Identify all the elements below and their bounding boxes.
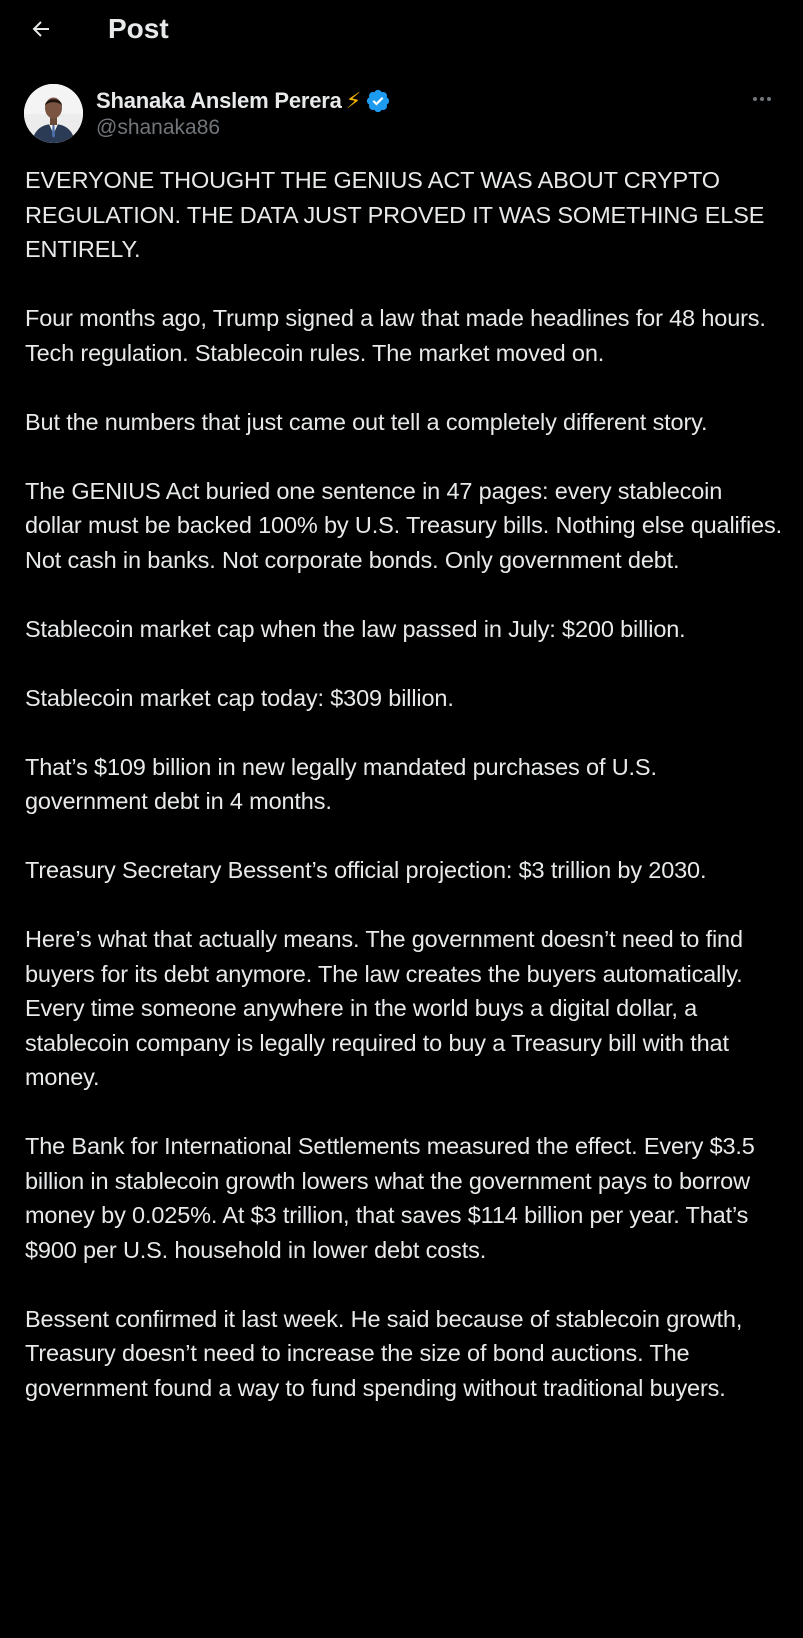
post-paragraph: Four months ago, Trump signed a law that made headlines for 48 hours. Tech regulation. Stablecoin rules. The market moved on. (25, 305, 766, 366)
author-name[interactable]: Shanaka Anslem Perera (96, 88, 342, 113)
post-paragraph: Stablecoin market cap when the law passed in July: $200 billion. (25, 615, 686, 642)
post-paragraph: But the numbers that just came out tell a completely different story. (25, 408, 708, 435)
top-bar (0, 0, 803, 60)
arrow-left-icon (29, 17, 53, 41)
avatar-image (24, 84, 83, 143)
post-paragraph: Here’s what that actually means. The government doesn’t need to find buyers for its debt anymore. The law creates the buyers automatically. Every time someone anywhere in the world buys a digital dollar, a stablecoin company is legally required to buy a Treasury bill with that money. (25, 926, 743, 1090)
more-options-button[interactable] (747, 84, 777, 114)
post-paragraph: Stablecoin market cap today: $309 billion. (25, 684, 454, 711)
post-author (24, 84, 779, 144)
back-button[interactable] (26, 14, 56, 44)
post-paragraph: EVERYONE THOUGHT THE GENIUS ACT WAS ABOUT CRYPTO REGULATION. THE DATA JUST PROVED IT WAS SOMETHING ELSE ENTIRELY. (25, 167, 765, 262)
avatar[interactable] (24, 84, 83, 143)
verified-badge-icon (365, 88, 391, 114)
post-paragraph: Treasury Secretary Bessent’s official projection: $3 trillion by 2030. (25, 857, 707, 883)
page-title: Post (108, 13, 169, 44)
lightning-emoji: ⚡ (345, 88, 362, 113)
post-text (25, 163, 785, 1440)
author-name-line (96, 86, 391, 116)
post-paragraph: The GENIUS Act buried one sentence in 47 pages: every stablecoin dollar must be backed 100% by U.S. Treasury bills. Nothing else qualifies. Not cash in banks. Not corporate bonds. Only government debt. (25, 477, 782, 573)
author-handle[interactable]: @shanaka86 (96, 116, 221, 139)
post-paragraph: Bessent confirmed it last week. He said because of stablecoin growth, Treasury doesn’t need to increase the size of bond auctions. The government found a way to fund spending without traditional buyers. (25, 1305, 743, 1401)
post-paragraph: That’s $109 billion in new legally mandated purchases of U.S. government debt in 4 months. (25, 753, 657, 814)
post-paragraph: The Bank for International Settlements measured the effect. Every $3.5 billion in stablecoin growth lowers what the government pays to borrow money by 0.025%. At $3 trillion, that saves $114 billion per year. That’s $900 per U.S. household in lower debt costs. (25, 1133, 755, 1263)
more-horizontal-icon (750, 87, 774, 111)
